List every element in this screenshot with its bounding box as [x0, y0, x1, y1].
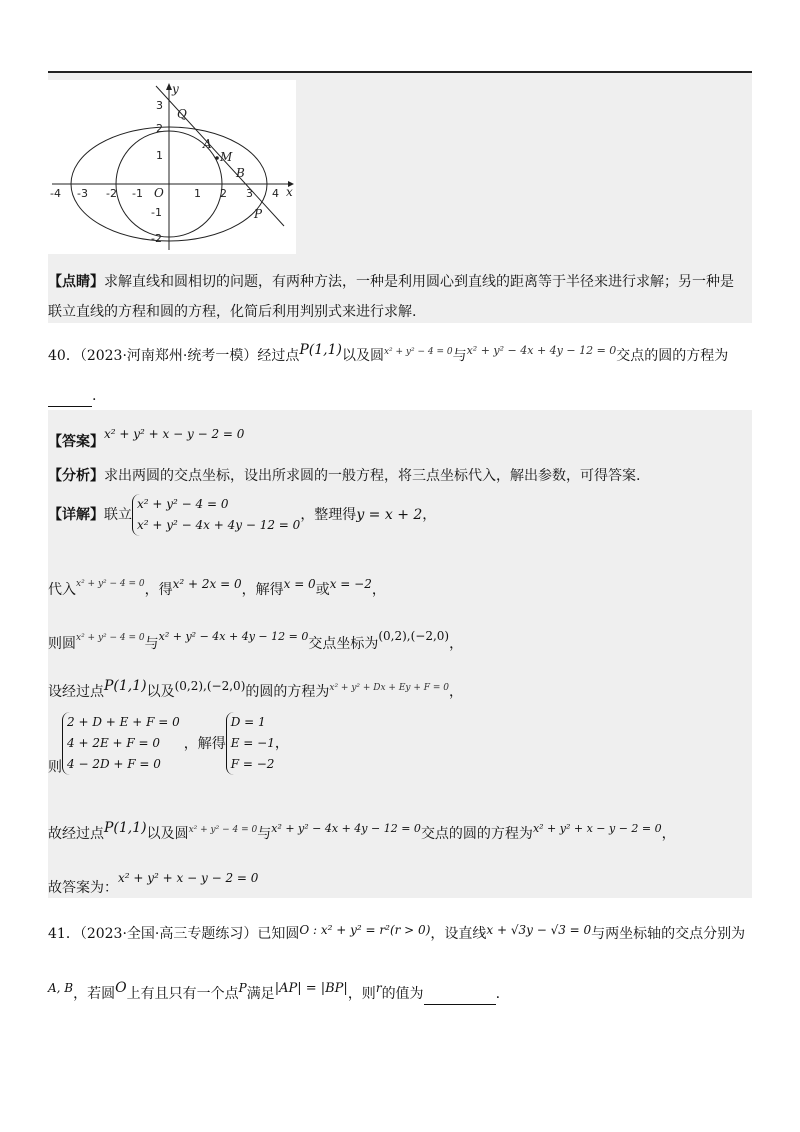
q41-text: ，设直线 — [430, 926, 487, 942]
note-label: 【点睛】 — [48, 274, 104, 290]
note-text-2: 联立直线的方程和圆的方程，化简后利用判别式来进行求解. — [48, 304, 417, 320]
system-brace-2 — [62, 712, 180, 775]
origin-label: O — [154, 186, 164, 200]
detail-eq: x² + y² − 4 = 0 — [76, 633, 145, 643]
q41-text: 与两坐标轴的交点分别为 — [591, 926, 746, 942]
detail-text: 的圆的方程为 — [245, 684, 330, 700]
q40-text: 交点的圆的方程为 — [616, 348, 729, 364]
q41-text: ，则 — [347, 986, 376, 1002]
x-tick: 1 — [194, 187, 201, 200]
x-axis-label: x — [286, 185, 293, 199]
detail-text: 则 — [48, 759, 62, 776]
point-b-label: B — [236, 166, 245, 180]
q40-blank-line — [48, 386, 96, 407]
q40-text: 以及圆 — [341, 348, 384, 364]
q41-stem-1 — [48, 920, 745, 944]
x-tick: -3 — [77, 187, 88, 200]
x-tick: 4 — [272, 187, 279, 200]
detail-text: 联立 — [104, 507, 132, 523]
q40-analysis-line — [48, 466, 640, 486]
analysis-label: 【分析】 — [48, 468, 104, 484]
y-tick: -2 — [151, 232, 162, 245]
detail-text: ，整理得 — [300, 507, 357, 523]
y-tick: 3 — [156, 99, 163, 112]
detail-eq: x² + y² + Dx + Ey + F = 0 — [329, 683, 449, 693]
q41-period: . — [495, 986, 501, 1002]
detail-eq: x² + y² + x − y − 2 = 0 — [532, 822, 662, 835]
system-eq: E = −1 — [230, 736, 275, 750]
q41-text: 的值为 — [381, 986, 424, 1002]
q41-text: 满足 — [246, 986, 275, 1002]
q41-line-eq: x + √3y − √3 = 0 — [486, 923, 592, 937]
detail-text: ， — [661, 826, 676, 842]
x-tick-labels — [50, 186, 279, 200]
q41-r: r — [375, 981, 382, 995]
y-tick: -1 — [151, 206, 162, 219]
q40-circle2: x² + y² − 4x + 4y − 12 = 0 — [466, 344, 617, 357]
y-tick: 2 — [156, 122, 163, 135]
detail-text: ，解得 — [241, 582, 284, 598]
q40-source: （2023·河南郑州·统考一模） — [79, 348, 258, 364]
q41-text: 上有且只有一个点 — [126, 986, 239, 1002]
detail-text: 与 — [144, 636, 159, 652]
q41-source: （2023·全国·高三专题练习） — [79, 926, 258, 942]
q41-points: A, B — [48, 981, 74, 995]
detail-eq: x² + y² + x − y − 2 = 0 — [118, 871, 259, 885]
detail-eq: x² + 2x = 0 — [172, 577, 242, 591]
system-eq: D = 1 — [230, 715, 266, 729]
detail-text: ， — [371, 582, 386, 598]
system-eq: F = −2 — [230, 757, 275, 771]
detail-eq: x² + y² − 4x + 4y − 12 = 0 — [271, 822, 421, 835]
system-eq: 4 + 2E + F = 0 — [67, 736, 161, 750]
detail-text: ， — [448, 684, 463, 700]
q41-condition: |AP| = |BP| — [274, 981, 348, 996]
detail-eq: P(1,1) — [104, 678, 147, 694]
q40-point: P(1,1) — [299, 342, 342, 358]
detail-text: 交点的圆的方程为 — [420, 826, 533, 842]
q40-circle1: x² + y² − 4 = 0 — [383, 347, 453, 357]
detail-text: 代入 — [48, 582, 76, 598]
q40-detail-line-5 — [48, 712, 289, 778]
q40-detail-line-4 — [48, 676, 463, 702]
x-tick: -4 — [50, 187, 61, 200]
system-brace-1 — [132, 494, 300, 536]
answer-label: 【答案】 — [48, 434, 104, 450]
system-eq: x² + y² − 4x + 4y − 12 = 0 — [137, 518, 301, 532]
point-m-dot — [215, 156, 219, 160]
q41-o: O — [115, 980, 127, 996]
detail-text: 故答案为： — [48, 880, 118, 896]
detail-text: 以及圆 — [146, 826, 189, 842]
point-m-label: M — [220, 150, 233, 164]
system-brace-3 — [226, 712, 275, 775]
detail-text: 以及 — [146, 684, 175, 700]
detail-text: 则圆 — [48, 636, 76, 652]
q41-text: 已知圆 — [257, 926, 300, 942]
q40-text: 经过点 — [257, 348, 300, 364]
q40-period: . — [92, 388, 97, 404]
note-line-2 — [48, 302, 416, 322]
note-text-1: 求解直线和圆相切的问题，有两种方法，一种是利用圆心到直线的距离等于半径来进行求解；另一种是 — [104, 274, 734, 290]
note-line-1 — [48, 272, 734, 292]
detail-text: 或 — [315, 582, 330, 598]
detail-text: ， — [449, 636, 464, 652]
q40-answer: x² + y² + x − y − 2 = 0 — [104, 427, 245, 441]
y-axis-label: y — [172, 82, 179, 96]
detail-text: 设经过点 — [48, 684, 104, 700]
x-tick: -1 — [132, 187, 143, 200]
detail-text: ，解得 — [183, 735, 226, 752]
detail-text: ， — [274, 735, 289, 752]
point-p-label: P — [254, 207, 263, 221]
q40-answer-line — [48, 424, 244, 452]
ellipse-circle-figure — [48, 80, 296, 254]
detail-text: 交点坐标为 — [308, 636, 379, 652]
q41-text: ，若圆 — [73, 986, 116, 1002]
detail-label: 【详解】 — [48, 507, 104, 523]
detail-text: 故经过点 — [48, 826, 104, 842]
detail-eq: P(1,1) — [104, 820, 147, 836]
system-eq: x² + y² − 4 = 0 — [137, 497, 229, 511]
x-tick: 2 — [220, 187, 227, 200]
q40-number: 40． — [48, 348, 80, 364]
detail-eq: x = −2 — [329, 577, 372, 591]
q40-answer-blank — [48, 386, 92, 407]
detail-eq: x² + y² − 4x + 4y − 12 = 0 — [158, 630, 309, 643]
q40-stem — [48, 340, 728, 366]
detail-text: ，得 — [144, 582, 173, 598]
q40-text: 与 — [452, 348, 467, 364]
y-tick-labels — [151, 99, 163, 245]
q40-detail-line-1 — [48, 494, 436, 536]
detail-eq: x² + y² − 4 = 0 — [76, 579, 145, 589]
detail-eq: (0,2),(−2,0) — [378, 629, 450, 643]
x-tick: 3 — [246, 187, 253, 200]
x-tick: -2 — [106, 187, 117, 200]
q40-detail-line-7 — [48, 868, 258, 898]
point-a-label: A — [203, 137, 212, 151]
q41-p: P — [238, 981, 247, 995]
q40-detail-line-2 — [48, 574, 386, 600]
detail-text: ， — [422, 507, 437, 523]
point-q-label: Q — [177, 107, 187, 121]
detail-text: 与 — [257, 826, 272, 842]
detail-eq: x² + y² − 4 = 0 — [188, 825, 258, 835]
system-eq: 4 − 2D + F = 0 — [67, 757, 161, 771]
q41-circle: O : x² + y² = r²(r > 0) — [299, 923, 431, 937]
q40-analysis: 求出两圆的交点坐标，设出所求圆的一般方程，将三点坐标代入，解出参数，可得答案. — [104, 468, 641, 484]
detail-eq: y = x + 2 — [356, 507, 423, 523]
q41-number: 41． — [48, 926, 80, 942]
q41-answer-blank — [424, 984, 496, 1005]
detail-eq: (0,2),(−2,0) — [174, 679, 246, 693]
q40-detail-line-6 — [48, 818, 676, 844]
detail-eq: x = 0 — [283, 577, 316, 591]
q40-detail-line-3 — [48, 626, 463, 654]
y-tick: 1 — [156, 149, 163, 162]
system-eq: 2 + D + E + F = 0 — [67, 715, 180, 729]
q41-stem-2 — [48, 978, 500, 1005]
